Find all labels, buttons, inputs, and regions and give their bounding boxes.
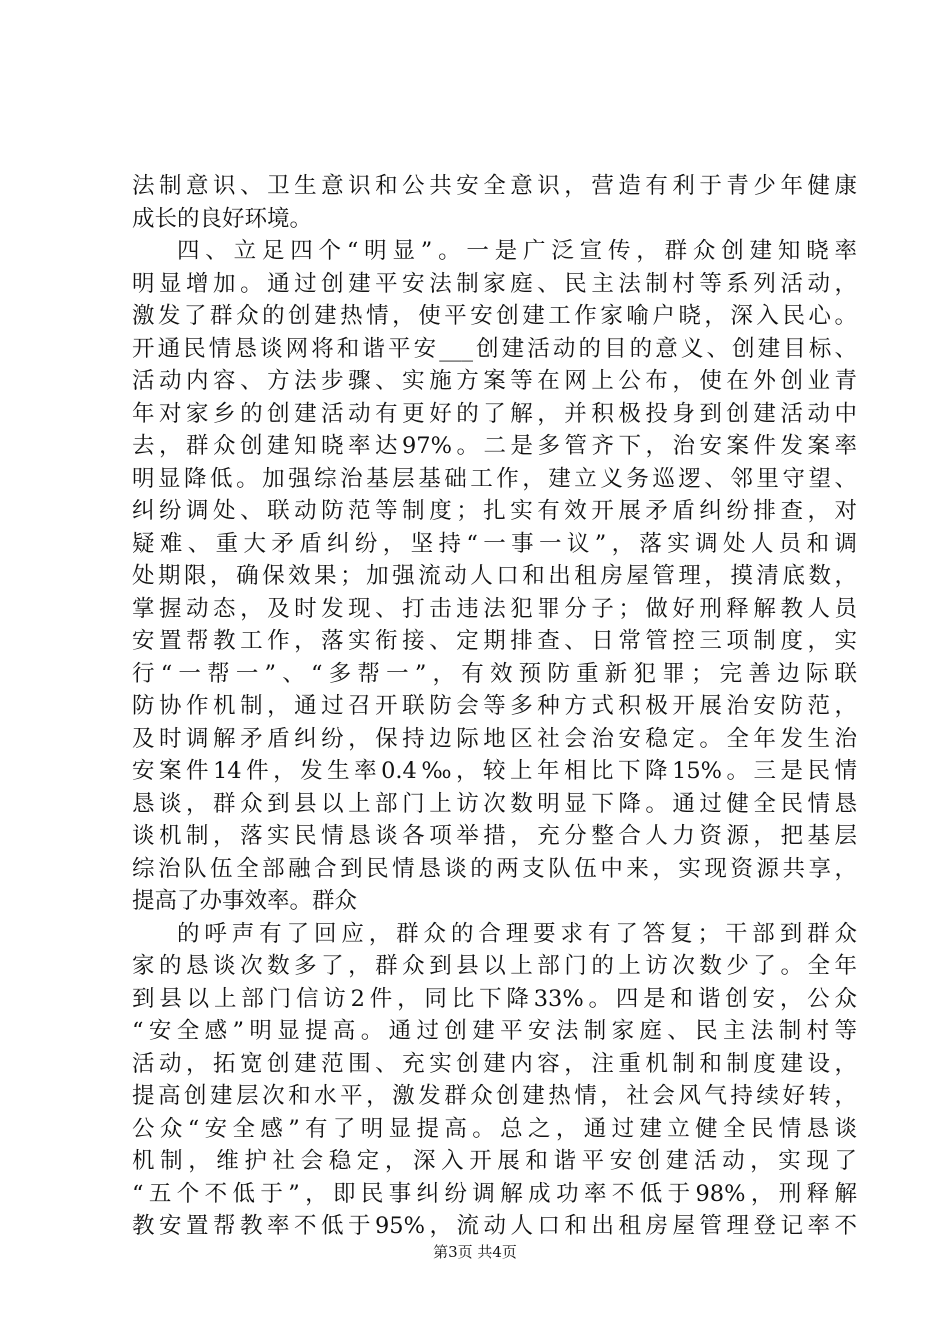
text-line: 安置帮教工作，落实衔接、定期排查、日常管控三项制度，实	[132, 628, 857, 654]
text-line: 教安置帮教率不低于95%，流动人口和出租房屋管理登记率不	[132, 1213, 857, 1239]
text-line: 家的恳谈次数多了，群众到县以上部门的上访次数少了。全年	[132, 953, 857, 979]
text-line: 行“一帮一”、“多帮一”，有效预防重新犯罪；完善边际联	[132, 660, 857, 687]
text-line: 到县以上部门信访2件，同比下降33%。四是和谐创安，公众	[132, 985, 857, 1012]
text-line: 恳谈，群众到县以上部门上访次数明显下降。通过健全民情恳	[132, 790, 857, 817]
text-line: 安案件14件，发生率0.4‰，较上年相比下降15%。三是民情	[132, 758, 857, 784]
text-line: “安全感”明显提高。通过创建平安法制家庭、民主法制村等	[132, 1018, 857, 1044]
body-text	[132, 170, 857, 1243]
text-line: 及时调解矛盾纠纷，保持边际地区社会治安稳定。全年发生治	[132, 725, 857, 752]
text-line: 掌握动态，及时发现、打击违法犯罪分子；做好刑释解教人员	[132, 595, 857, 622]
text-line: 谈机制，落实民情恳谈各项举措，充分整合人力资源，把基层	[132, 823, 857, 849]
text-line: 提高创建层次和水平，激发群众创建热情，社会风气持续好转，	[132, 1083, 857, 1109]
text-line: 法制意识、卫生意识和公共安全意识，营造有利于青少年健康	[132, 173, 857, 199]
text-line: “五个不低于”，即民事纠纷调解成功率不低于98%，刑释解	[132, 1180, 857, 1207]
text-line: 明显降低。加强综治基层基础工作，建立义务巡逻、邻里守望、	[132, 465, 857, 492]
text-line: 疑难、重大矛盾纠纷，坚持“一事一议”，落实调处人员和调	[132, 530, 857, 557]
text-line: 明显增加。通过创建平安法制家庭、民主法制村等系列活动，	[132, 270, 857, 297]
text-line: 激发了群众的创建热情，使平安创建工作家喻户晓，深入民心。	[132, 303, 857, 329]
text-line: 四、立足四个“明显”。一是广泛宣传，群众创建知晓率	[177, 238, 857, 264]
text-line: 去，群众创建知晓率达97%。二是多管齐下，治安案件发案率	[132, 433, 857, 459]
text-line: 机制，维护社会稳定，深入开展和谐平安创建活动，实现了	[132, 1148, 857, 1174]
text-line: 防协作机制，通过召开联防会等多种方式积极开展治安防范，	[132, 693, 857, 719]
text-line: 开通民情恳谈网将和谐平安___创建活动的目的意义、创建目标、	[132, 335, 857, 362]
text-line: 公众“安全感”有了明显提高。总之，通过建立健全民情恳谈	[132, 1115, 857, 1142]
text-line: 综治队伍全部融合到民情恳谈的两支队伍中来，实现资源共享，	[132, 855, 857, 882]
text-line: 成长的良好环境。	[132, 205, 313, 232]
text-line: 年对家乡的创建活动有更好的了解，并积极投身到创建活动中	[132, 400, 857, 427]
text-line: 提高了办事效率。群众	[132, 888, 358, 914]
text-line: 处期限，确保效果；加强流动人口和出租房屋管理，摸清底数，	[132, 563, 857, 589]
page-footer: 第3页 共4页	[433, 1243, 517, 1261]
text-line: 活动，拓宽创建范围、充实创建内容，注重机制和制度建设，	[132, 1050, 857, 1077]
text-line: 纠纷调处、联动防范等制度；扎实有效开展矛盾纠纷排查，对	[132, 498, 857, 524]
text-line: 活动内容、方法步骤、实施方案等在网上公布，使在外创业青	[132, 368, 857, 394]
text-line: 的呼声有了回应，群众的合理要求有了答复；干部到群众	[177, 920, 857, 947]
